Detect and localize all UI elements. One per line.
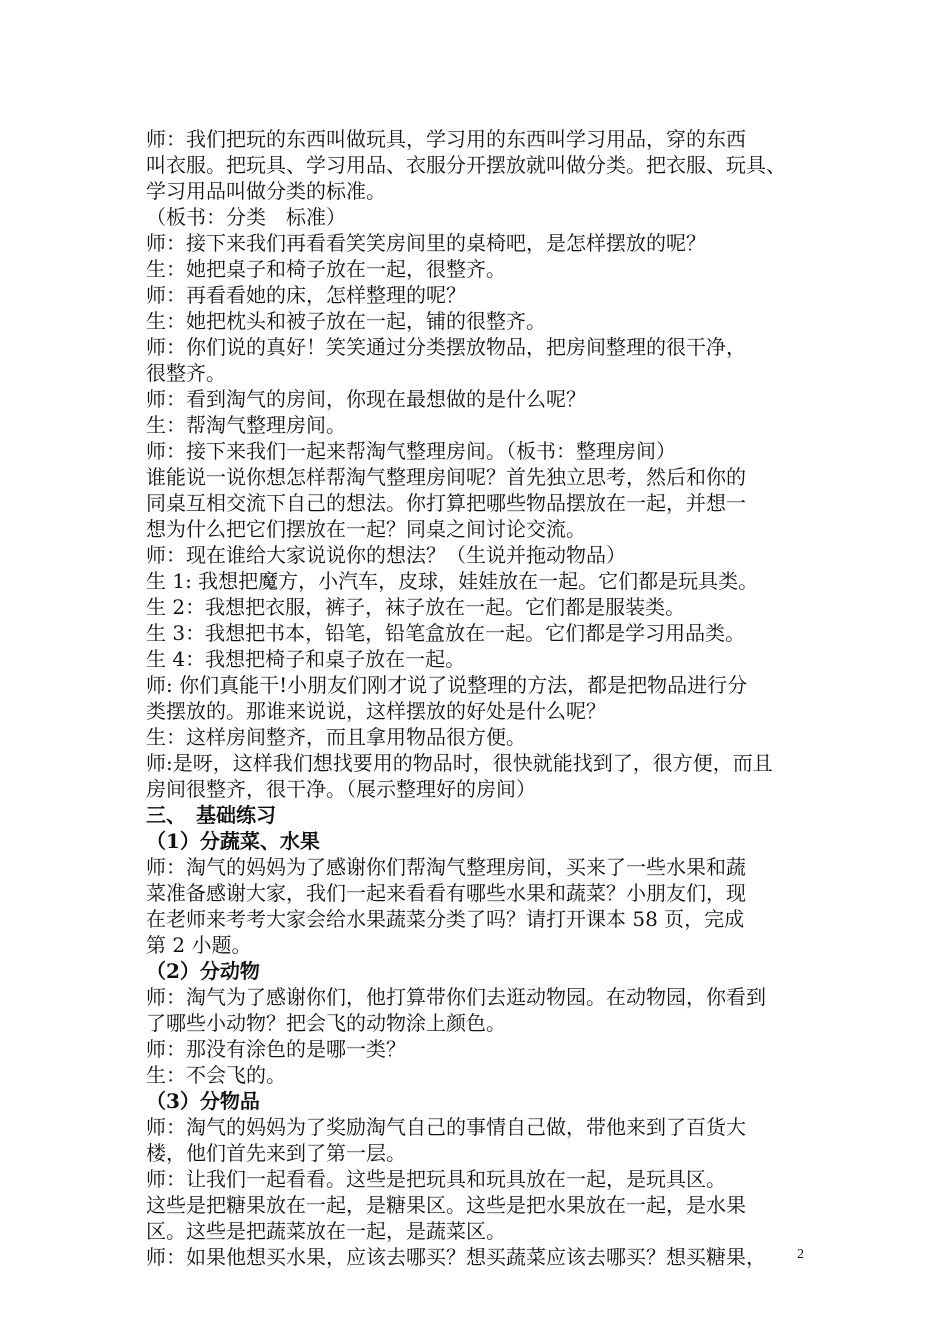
text-line: 学习用品叫做分类的标准。 [146,179,386,203]
text-line: 师：看到淘气的房间，你现在最想做的是什么呢？ [146,387,586,411]
text-line: 师：你们说的真好！笑笑通过分类摆放物品，把房间整理的很干净， [146,335,746,359]
text-line: 师: 你们真能干!小朋友们刚才说了说整理的方法，都是把物品进行分 [146,673,748,697]
text-line: 房间很整齐，很干净。（展示整理好的房间） [146,777,536,801]
text-line: 同桌互相交流下自己的想法。你打算把哪些物品摆放在一起，并想一 [146,491,746,515]
section-heading: （1）分蔬菜、水果 [146,829,320,853]
text-line: 生 2：我想把衣服，裤子，袜子放在一起。它们都是服装类。 [146,595,686,619]
text-line: 师：我们把玩的东西叫做玩具，学习用的东西叫学习用品，穿的东西 [146,127,746,151]
text-line: 生：她把枕头和被子放在一起，铺的很整齐。 [146,309,546,333]
text-line: 类摆放的。那谁来说说，这样摆放的好处是什么呢？ [146,699,606,723]
text-line: 生 4：我想把椅子和桌子放在一起。 [146,647,466,671]
text-line: 师：让我们一起看看。这些是把玩具和玩具放在一起，是玩具区。 [146,1167,726,1191]
text-line: 师：淘气的妈妈为了感谢你们帮淘气整理房间，买来了一些水果和蔬 [146,855,746,879]
text-line: 这些是把糖果放在一起，是糖果区。这些是把水果放在一起，是水果 [146,1193,746,1217]
text-line: （板书：分类 标准） [146,205,346,229]
text-line: 生：帮淘气整理房间。 [146,413,346,437]
page-number: 2 [797,1247,804,1262]
text-line: 菜准备感谢大家，我们一起来看看有哪些水果和蔬菜？小朋友们，现 [146,881,746,905]
text-line: 生：她把桌子和椅子放在一起，很整齐。 [146,257,506,281]
section-heading: （2）分动物 [146,959,260,983]
text-line: 楼，他们首先来到了第一层。 [146,1141,406,1165]
text-line: 师：再看看她的床，怎样整理的呢？ [146,283,466,307]
text-line: 想为什么把它们摆放在一起？同桌之间讨论交流。 [146,517,586,541]
text-line: 区。这些是把蔬菜放在一起，是蔬菜区。 [146,1219,506,1243]
text-line: 第 2 小题。 [146,933,252,957]
text-line: 在老师来考考大家会给水果蔬菜分类了吗？请打开课本 58 页，完成 [146,907,745,931]
text-line: 师：接下来我们再看看笑笑房间里的桌椅吧，是怎样摆放的呢？ [146,231,706,255]
text-line: 叫衣服。把玩具、学习用品、衣服分开摆放就叫做分类。把衣服、玩具、 [146,153,786,177]
text-line: 师:是呀，这样我们想找要用的物品时，很快就能找到了，很方便，而且 [146,751,773,775]
document-body [146,126,812,1270]
section-heading: （3）分物品 [146,1089,260,1113]
text-line: 了哪些小动物？把会飞的动物涂上颜色。 [146,1011,506,1035]
text-line: 很整齐。 [146,361,226,385]
text-line: 生：这样房间整齐，而且拿用物品很方便。 [146,725,526,749]
section-heading: 三、 基础练习 [146,803,276,827]
text-line: 生 3：我想把书本，铅笔，铅笔盒放在一起。它们都是学习用品类。 [146,621,746,645]
text-line: 师：现在谁给大家说说你的想法？（生说并拖动物品） [146,543,626,567]
text-line: 师：接下来我们一起来帮淘气整理房间。（板书：整理房间） [146,439,676,463]
text-line: 师：淘气为了感谢你们，他打算带你们去逛动物园。在动物园，你看到 [146,985,766,1009]
text-line: 师：如果他想买水果，应该去哪买？想买蔬菜应该去哪买？想买糖果， [146,1245,766,1269]
text-line: 生 1: 我想把魔方，小汽车，皮球，娃娃放在一起。它们都是玩具类。 [146,569,759,593]
text-line: 师：那没有涂色的是哪一类？ [146,1037,406,1061]
text-line: 谁能说一说你想怎样帮淘气整理房间呢？首先独立思考，然后和你的 [146,465,746,489]
text-line: 师：淘气的妈妈为了奖励淘气自己的事情自己做，带他来到了百货大 [146,1115,746,1139]
text-line: 生：不会飞的。 [146,1063,286,1087]
